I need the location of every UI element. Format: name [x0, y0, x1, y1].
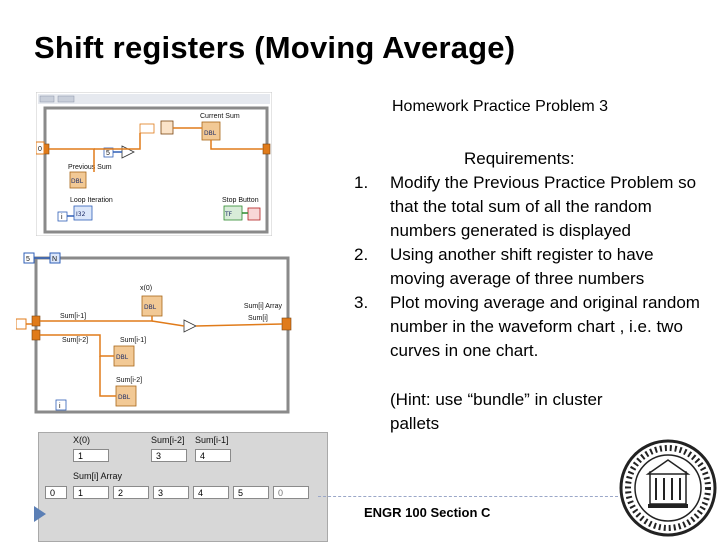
requirement-item: [354, 243, 700, 291]
array-init-constant: [16, 319, 26, 329]
array-element[interactable]: 4: [193, 486, 229, 499]
sum-i1-panel-label: Sum[i-1]: [195, 435, 229, 445]
shift-register-right: [263, 144, 270, 154]
requirement-text: Plot moving average and original random number in the waveform chart , i.e. two curves in one chart.: [390, 293, 700, 360]
triangle-bullet-icon: [34, 506, 46, 522]
current-sum-type: DBL: [204, 130, 217, 137]
count-terminal-label: N: [52, 256, 58, 263]
sum-i1-left-label: Sum[i-1]: [60, 313, 87, 320]
array-index[interactable]: 0: [45, 486, 67, 499]
x0-type: DBL: [144, 304, 157, 311]
stop-button-label: Stop Button: [222, 197, 259, 204]
homework-subtitle: Homework Practice Problem 3: [392, 98, 609, 115]
x0-panel-value[interactable]: 1: [73, 449, 109, 462]
footer-course: ENGR 100 Section C: [364, 505, 491, 520]
current-sum-label: Current Sum: [200, 113, 240, 120]
array-element[interactable]: 2: [113, 486, 149, 499]
constant-five-value: 5: [106, 150, 110, 157]
hint-text: [390, 388, 603, 436]
shift-register-left-1: [32, 316, 40, 326]
sum-i1-type: DBL: [116, 354, 129, 361]
iteration-terminal-label: i: [61, 214, 63, 221]
requirement-text: Using another shift register to have moving average of three numbers: [390, 245, 654, 288]
iteration-terminal-label: i: [59, 403, 61, 410]
requirement-number: 2.: [354, 245, 369, 264]
hint-line: (Hint: use “bundle” in cluster: [390, 390, 603, 409]
requirement-number: 1.: [354, 173, 369, 192]
sum-i1-panel-value[interactable]: 4: [195, 449, 231, 462]
sum-i2-type: DBL: [118, 394, 131, 401]
sum-i2-panel-value[interactable]: 3: [151, 449, 187, 462]
slide-title: Shift registers (Moving Average): [34, 30, 516, 65]
array-element[interactable]: 0: [273, 486, 309, 499]
footer-divider: [318, 496, 618, 497]
requirement-number: 3.: [354, 293, 369, 312]
iteration-terminal: [56, 400, 66, 410]
while-loop-diagram: [36, 92, 272, 236]
stop-button-type: TF: [225, 211, 233, 218]
for-loop-diagram: [16, 244, 294, 416]
loop-iteration-type: I32: [76, 211, 86, 218]
sum-i2-label: Sum[i-2]: [116, 377, 143, 384]
previous-sum-label: Previous Sum: [68, 164, 112, 171]
sum-i1-label: Sum[i-1]: [120, 337, 147, 344]
shift-register-left-2: [32, 330, 40, 340]
front-panel: [38, 432, 328, 542]
stop-condition-icon: [248, 208, 260, 220]
requirements-heading: Requirements:: [464, 149, 575, 168]
previous-sum-type: DBL: [71, 178, 84, 185]
requirement-text: Modify the Previous Practice Problem so that the total sum of all the random numbers generated is displayed: [390, 173, 697, 240]
x0-label: x(0): [140, 285, 153, 292]
loop-iteration-label: Loop Iteration: [70, 197, 113, 204]
count-constant-value: 5: [26, 256, 30, 263]
shift-register-right: [282, 318, 291, 330]
sum-i-label: Sum[i]: [248, 315, 268, 322]
init-constant-value: 0: [38, 146, 42, 153]
array-element[interactable]: 3: [153, 486, 189, 499]
requirements-list: [354, 171, 700, 363]
university-seal-icon: [618, 438, 718, 538]
array-element[interactable]: 5: [233, 486, 269, 499]
requirement-item: [354, 291, 700, 363]
random-number-icon: [161, 121, 173, 134]
x0-panel-label: X(0): [73, 435, 91, 445]
sum-i2-panel-label: Sum[i-2]: [151, 435, 185, 445]
sum-i2-left-label: Sum[i-2]: [62, 337, 89, 344]
array-element[interactable]: 1: [73, 486, 109, 499]
requirement-item: [354, 171, 700, 243]
dbl-constant: [140, 124, 154, 133]
array-panel-label: Sum[i] Array: [73, 471, 123, 481]
array-output-label: Sum[i] Array: [243, 303, 282, 310]
hint-line: pallets: [390, 414, 440, 433]
